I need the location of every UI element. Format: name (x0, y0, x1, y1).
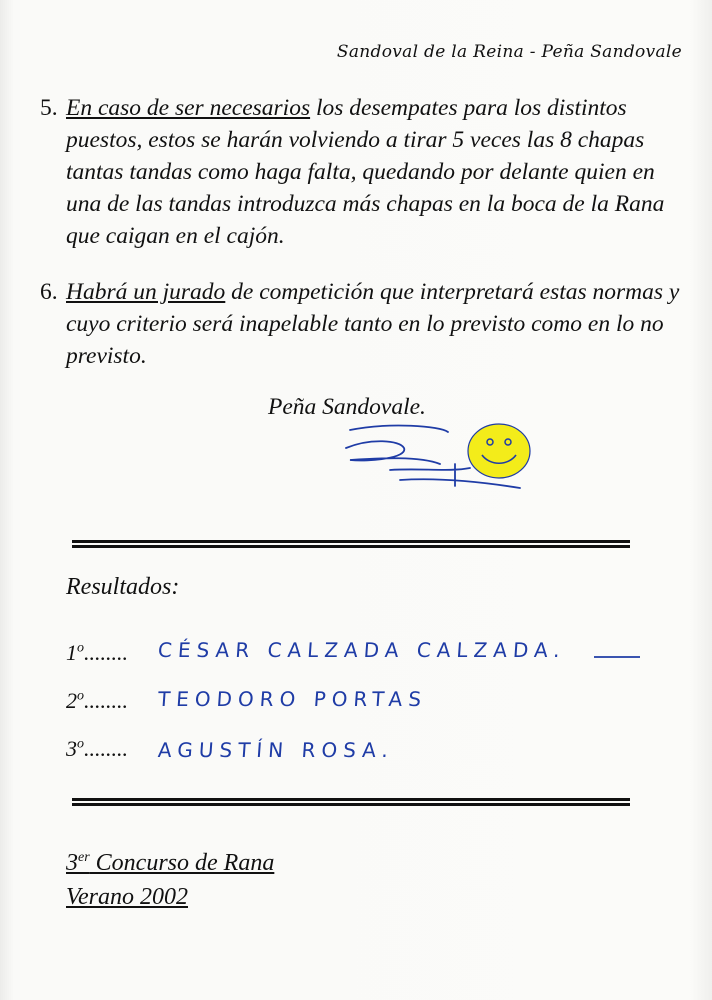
signature-label: Peña Sandovale. (268, 394, 426, 420)
letterhead: Sandoval de la Reina - Peña Sandovale (336, 42, 682, 62)
event-title-text (66, 850, 274, 876)
rule-underlined: En caso de ser necesarios (66, 95, 311, 121)
place-dots: ........ (84, 688, 128, 713)
event-ordinal-suffix: er (78, 850, 90, 865)
rule-6 (40, 276, 680, 372)
rule-text (66, 92, 680, 252)
rule-underlined: Habrá un jurado (66, 279, 226, 305)
event-ordinal: 3 (66, 850, 78, 876)
result-place-1 (66, 640, 128, 666)
event-date-text: Verano 2002 (66, 884, 188, 910)
place-suffix: o (77, 640, 84, 656)
place-suffix: o (77, 736, 84, 752)
rule-text (66, 276, 680, 372)
place-rank: 1 (66, 640, 77, 665)
divider-top (72, 540, 630, 548)
results-title: Resultados: (66, 574, 180, 600)
underline-stroke (592, 654, 642, 660)
rule-5 (40, 92, 680, 252)
result-place-3 (66, 736, 128, 762)
result-name-3: AGUSTÍN ROSA. (157, 738, 395, 762)
place-dots: ........ (84, 640, 128, 665)
result-name-2: TEODORO PORTAS (157, 687, 428, 711)
place-dots: ........ (84, 736, 128, 761)
event-title (66, 850, 274, 877)
place-suffix: o (77, 688, 84, 704)
place-rank: 2 (66, 688, 77, 713)
result-name-1: CÉSAR CALZADA CALZADA. (157, 638, 567, 662)
rule-number: 6. (40, 279, 58, 305)
rule-body: los desempates para los distintos puestos, estos se harán volviendo a tirar 5 veces las 8 chapas tantas tandas como haga falta, quedando por delante quien en una de las tandas introduzca más chapas en la boca de la Rana que caigan en el cajón. (66, 95, 665, 249)
rule-number: 5. (40, 95, 58, 121)
event-name: Concurso de Rana (89, 850, 275, 876)
rule-body: de competición que interpretará estas normas y cuyo criterio será inapelable tanto en lo previsto como en lo no previsto. (66, 279, 680, 369)
divider-bottom (72, 798, 630, 806)
place-rank: 3 (66, 736, 77, 761)
event-date (66, 884, 188, 911)
result-place-2 (66, 688, 128, 714)
smiley-face-icon (466, 422, 532, 480)
